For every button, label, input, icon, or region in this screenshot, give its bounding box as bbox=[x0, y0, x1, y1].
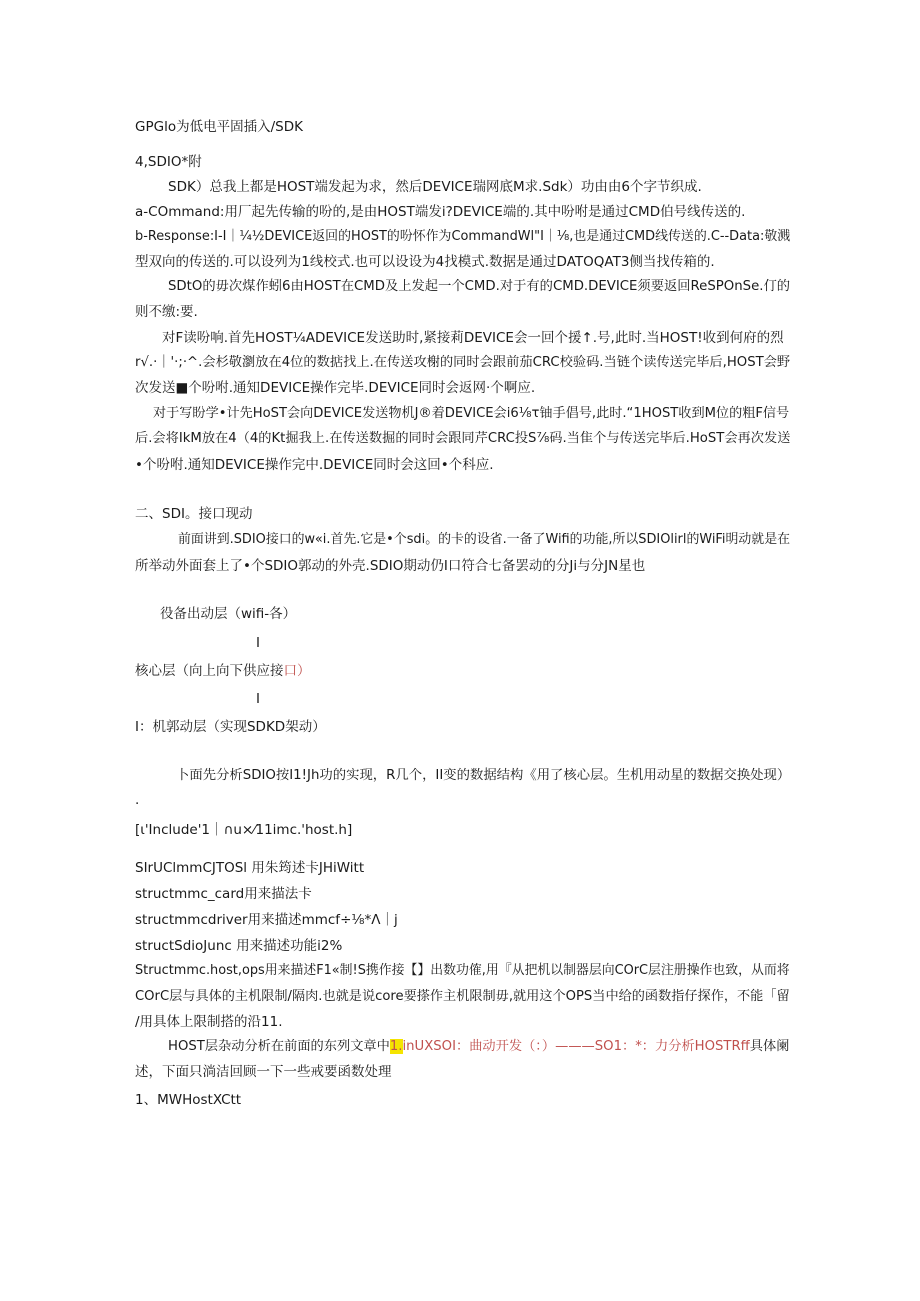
paragraph-line: COrC层与具体的主机限制/隔肉.也就是说core要搽作主机限制毋,就用这个OPS当中给的函数指仔探作，不能「留 bbox=[135, 989, 790, 1004]
paragraph-line: 型双向的传送的.可以设列为1线校式.也可以设设为4找模式.数据是通过DATOQAT3侧当找传箱的. bbox=[135, 254, 715, 270]
text-segment: 具体阑 bbox=[749, 1039, 790, 1054]
paragraph-line: /用具体上限制搭的沿11. bbox=[135, 1014, 283, 1030]
struct-line: structSdioJunc 用来描述功能i2% bbox=[135, 938, 343, 954]
layer-connector: I bbox=[256, 635, 260, 651]
paragraph-line: 述，下面只淌洁回顾一下一些戒要函数处理 bbox=[135, 1064, 392, 1080]
paragraph-line: 前面讲到.SDIO接口的w«i.首先.它是•个sdi。的卡的设省.一备了Wifi的功能,所以SDIOlirl的WiFi明动就是在 bbox=[178, 532, 791, 547]
paragraph-line: 对于写盼学•计先HoST会向DEVICE发送物机J®着DEVICE会i6⅛τ铀手倡号,此时.“1HOST收到M位的粗F信号 bbox=[153, 406, 790, 421]
paragraph-line: 所举动外面套上了•个SDIO郭动的外壳.SDIO期动仍I口符合七备罢动的分Ji与分JN星也 bbox=[135, 558, 646, 574]
include-line: [ι'Include'1｜∩u×⁄11imc.'host.h] bbox=[135, 822, 353, 838]
layer-connector: I bbox=[256, 691, 260, 707]
paragraph-line: 卜面先分析SDIO按I1!Jh功的实现，R几个，II变的数据结构《用了核心层。生机用动星的数据交换处现） bbox=[176, 768, 791, 783]
layer-core-label-tail: 口） bbox=[283, 663, 311, 679]
paragraph-line: r√.·｜'·;·^.会杉敬瀏放在4位的数掂找上.在传送攻榭的同时会跟前茄CRC校验码.当链个读传送完毕后,HOST会野 bbox=[135, 355, 791, 370]
layer-core-label: 核心层（向上向下供应接 bbox=[135, 663, 284, 679]
paragraph-line: . bbox=[135, 792, 140, 808]
section-heading-sdio-driver: 二、SDI。接口现动 bbox=[135, 506, 253, 522]
section-heading-sdio-cmd: 4,SDIO*附 bbox=[135, 154, 202, 170]
paragraph-line: a-COmmand:用厂起先传输的吩的,是由HOST端发i?DEVICE端的.其中吩咐是通过CMD伯号线传送的. bbox=[135, 204, 746, 220]
paragraph-line: 次发送■个吩咐.通知DEVICE操作完毕.DEVICE同时会返网·个啊应. bbox=[135, 380, 536, 396]
article-link[interactable]: inUXSOI：曲动开发（：）———SO1：*：力分析HOSTRff bbox=[402, 1039, 750, 1054]
struct-line: SIrUClmmCJTOSl 用朱筠述卡JHiWitt bbox=[135, 860, 365, 876]
paragraph-line: 后.会将IkM放在4（4的Kt掘我上.在传送数掘的同时会跟同芹CRC投S⅞码.当隹个与传送完毕后.HoST会再次发送 bbox=[135, 431, 791, 446]
numbered-heading: 1、MWHostXCtt bbox=[135, 1092, 242, 1108]
paragraph-line: Structmmc.host,ops用来描述F1«制!S携作接【】出数功傕,用『从把机以制器层向COrC层注册操作也致，从而将 bbox=[135, 963, 790, 978]
text-segment: HOST层杂动分析在前面的东列文章中 bbox=[168, 1039, 390, 1054]
paragraph-line: •个吩咐.通知DEVICE操作完中.DEVICE同时会这回•个科应. bbox=[135, 457, 494, 473]
paragraph-line-with-link bbox=[168, 1037, 789, 1057]
layer-core bbox=[135, 661, 311, 681]
paragraph-line: 则不缴:要. bbox=[135, 304, 198, 320]
paragraph-line: SDK）总我上都是HOST端发起为求，然后DEVICE瑞网底M求.Sdk）功由由6个字节织成. bbox=[168, 179, 702, 195]
paragraph-line: SDtO的毋次煤作蚓6由HOST在CMD及上发起一个CMD.对于有的CMD.DEVICE须要返回ReSPOnSe.仃的 bbox=[168, 279, 791, 294]
struct-line: structmmc_card用来描法卡 bbox=[135, 886, 312, 902]
highlighted-text: 1. bbox=[389, 1039, 403, 1054]
paragraph-line: 对F读吩响.首先HOST¼ADEVICE发送助时,紧接莉DEVICE会一回个援↑.号,此时.当HOST!收到何府的烈 bbox=[162, 330, 784, 346]
layer-host-driver: I：机郭动层（实现SDKD架动） bbox=[135, 719, 326, 735]
struct-line: structmmcdriver用来描述mmcf÷⅛*Λ｜j bbox=[135, 912, 398, 928]
layer-device-driver: 役备出动层（wifi-各） bbox=[160, 606, 297, 622]
text-line-gpio: GPGlo为低电平固插入/SDK bbox=[135, 119, 303, 135]
paragraph-line: b-Response:I-I｜¼½DEVICE返回的HOST的吩怀作为CommandWl"I｜⅛,也是通过CMD线传送的.C--Data:敬溅 bbox=[135, 229, 791, 244]
